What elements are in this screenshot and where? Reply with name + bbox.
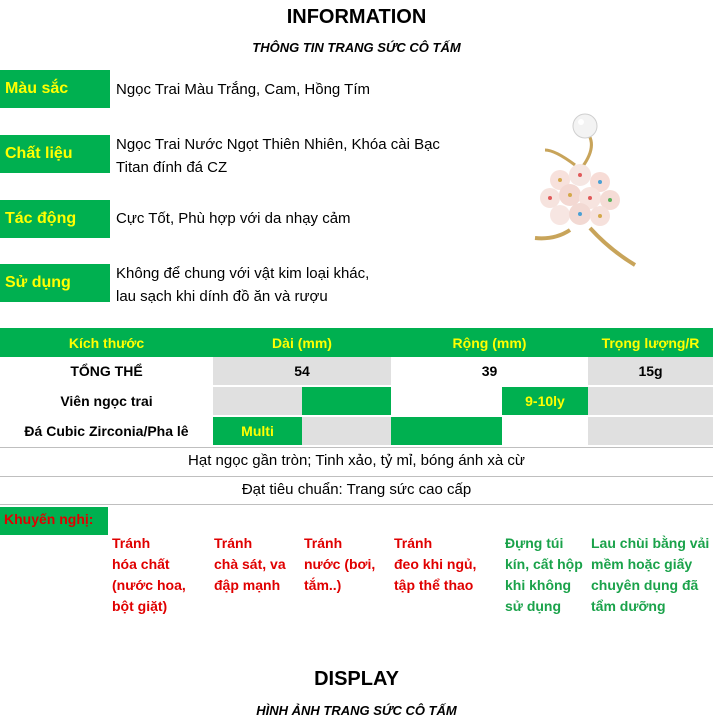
attr-value-effect: Cực Tốt, Phù hợp với da nhạy cảm — [116, 210, 351, 227]
recommendation-item: Tránh đeo khi ngủ, tập thể thao — [394, 535, 477, 593]
size-row-cz-label: Đá Cubic Zirconia/Pha lê — [24, 423, 189, 439]
cell-bg — [391, 417, 502, 445]
attr-label-effect: Tác động — [0, 200, 110, 238]
cell-bg — [302, 387, 391, 415]
size-header-length: Dài (mm) — [272, 335, 332, 351]
recommendation-item: Tránh nước (bơi, tắm..) — [304, 535, 376, 593]
size-row-total-width: 39 — [481, 363, 498, 379]
cell-bg — [213, 387, 302, 415]
cell-bg — [588, 387, 713, 415]
divider — [0, 447, 713, 448]
divider — [0, 476, 713, 477]
attr-label-material: Chất liệu — [0, 135, 110, 173]
page-subtitle: THÔNG TIN TRANG SỨC CÔ TẤM — [252, 40, 461, 55]
note-quality: Hạt ngọc gần tròn; Tinh xảo, tỷ mỉ, bóng ánh xà cừ — [188, 452, 525, 469]
size-header-dimension: Kích thước — [68, 335, 145, 351]
cell-bg — [302, 417, 391, 445]
cell-bg — [588, 417, 713, 445]
size-row-pearl-value: 9-10ly — [525, 393, 565, 409]
size-header-width: Rộng (mm) — [452, 335, 527, 351]
divider — [0, 504, 713, 505]
attr-value-color: Ngọc Trai Màu Trắng, Cam, Hồng Tím — [116, 81, 370, 98]
display-title: DISPLAY — [314, 668, 399, 690]
recommendation-item: Tránh chà sát, va đập mạnh — [214, 535, 286, 593]
attr-value-usage: Không để chung với vật kim loại khác, lau sạch khi dính đồ ăn và rượu — [116, 265, 370, 305]
recommendation-label: Khuyến nghị: — [4, 511, 94, 527]
attr-label-color: Màu sắc — [0, 70, 110, 108]
brooch-icon — [515, 110, 645, 270]
display-subtitle: HÌNH ẢNH TRANG SỨC CÔ TẤM — [256, 703, 457, 718]
size-row-total-length: 54 — [294, 363, 310, 379]
size-row-pearl-label: Viên ngọc trai — [60, 393, 153, 409]
product-image — [515, 110, 645, 270]
page-title: INFORMATION — [286, 6, 427, 28]
size-row-total-label: TỔNG THỂ — [70, 363, 143, 379]
note-standard: Đạt tiêu chuẩn: Trang sức cao cấp — [241, 481, 472, 498]
attr-value-material: Ngọc Trai Nước Ngọt Thiên Nhiên, Khóa cài Bạc Titan đính đá CZ — [116, 136, 440, 176]
size-row-total-weight: 15g — [638, 363, 663, 379]
recommendation-item: Lau chùi bằng vải mềm hoặc giấy chuyên dụng đã tẩm dưỡng — [591, 535, 710, 614]
recommendation-item: Tránh hóa chất (nước hoa, bột giặt) — [112, 535, 186, 614]
size-row-cz-value: Multi — [241, 423, 274, 439]
recommendation-item: Đựng túi kín, cất hộp khi không sử dụng — [505, 535, 583, 614]
attr-label-usage: Sử dụng — [0, 264, 110, 302]
size-header-weight: Trọng lượng/R — [601, 335, 700, 351]
